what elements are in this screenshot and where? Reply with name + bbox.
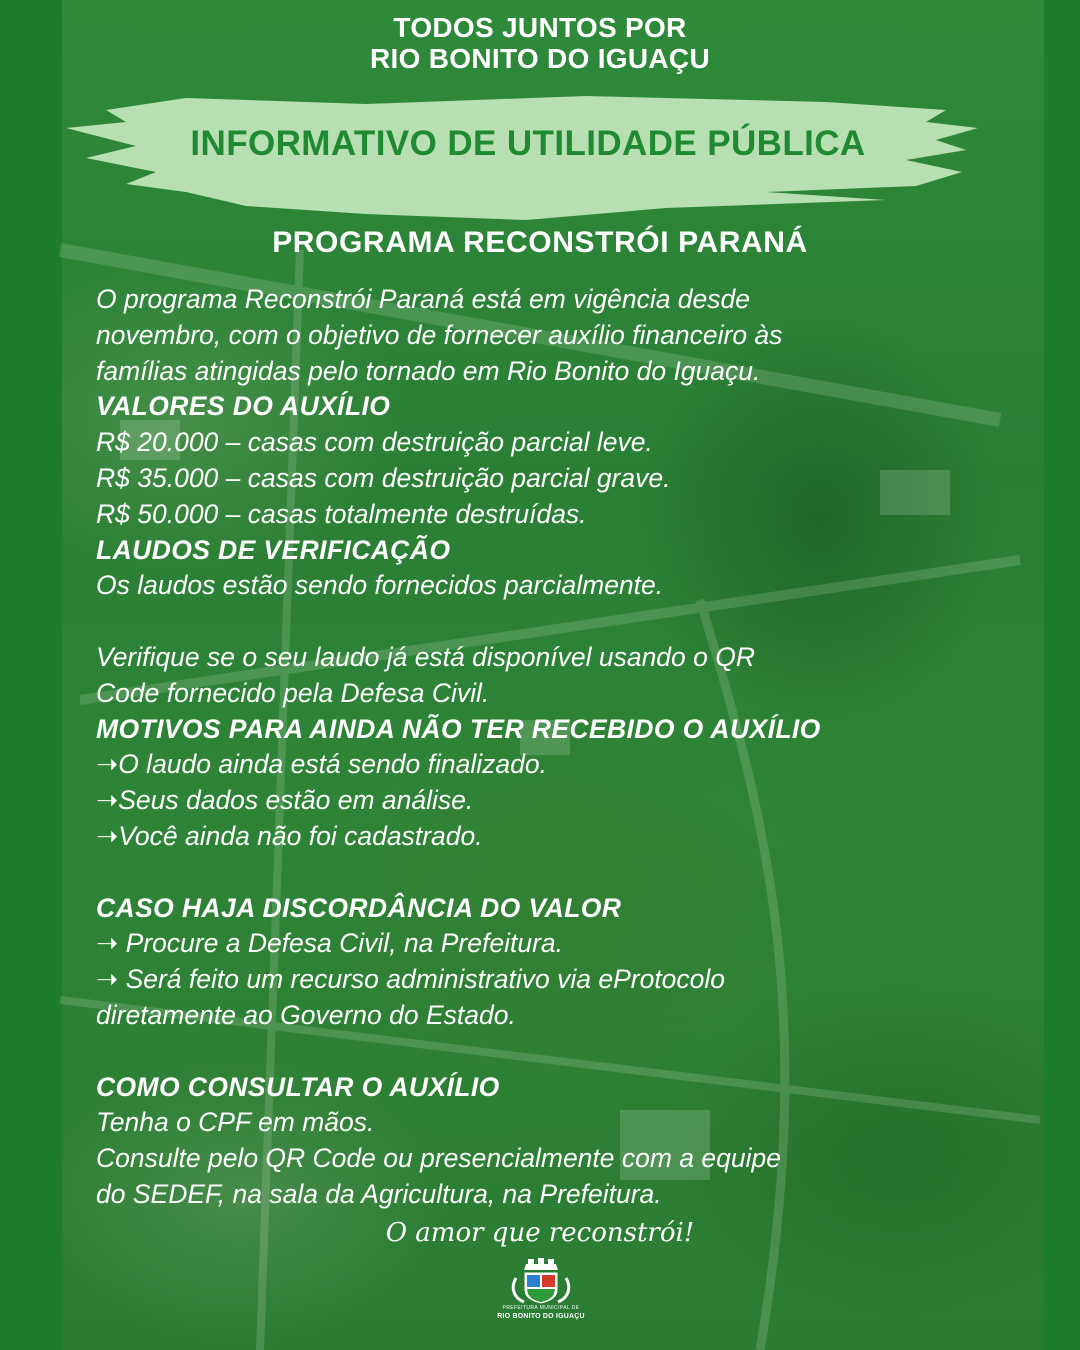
consulta-heading: COMO CONSULTAR O AUXÍLIO — [96, 1071, 500, 1102]
intro-line: O programa Reconstrói Paraná está em vigência desde — [96, 284, 751, 314]
motivo-item: ➝Você ainda não foi cadastrado. — [96, 820, 483, 851]
spacer — [96, 855, 1016, 891]
slogan: O amor que reconstrói! — [385, 1218, 695, 1248]
discordancia-line: ➝ Procure a Defesa Civil, na Prefeitura. — [96, 928, 564, 959]
motivos-heading: MOTIVOS PARA AINDA NÃO TER RECEBIDO O AUXÍLIO — [96, 713, 821, 744]
valores-heading: VALORES DO AUXÍLIO — [96, 391, 391, 422]
laudos-line: Code fornecido pela Defesa Civil. — [96, 677, 490, 708]
intro-line: novembro, com o objetivo de fornecer auxílio financeiro às — [96, 319, 783, 350]
motivo-item: ➝Seus dados estão em análise. — [96, 785, 474, 816]
program-title: PROGRAMA RECONSTRÓI PARANÁ — [272, 226, 808, 259]
body-text — [96, 282, 1016, 1213]
laudos-heading: LAUDOS DE VERIFICAÇÃO — [96, 534, 451, 565]
intro-line: famílias atingidas pelo tornado em Rio Bonito do Iguaçu. — [96, 355, 761, 386]
logo-caption-small: PREFEITURA MUNICIPAL DE — [502, 1305, 580, 1311]
laudos-line: Os laudos estão sendo fornecidos parcialmente. — [96, 570, 664, 601]
discordancia-line: diretamente ao Governo do Estado. — [96, 999, 516, 1030]
banner-text: INFORMATIVO DE UTILIDADE PÚBLICA — [190, 124, 866, 163]
spacer — [96, 1034, 1016, 1070]
coat-of-arms-icon — [496, 1258, 586, 1346]
discordancia-heading: CASO HAJA DISCORDÂNCIA DO VALOR — [96, 892, 622, 923]
consulta-line: Tenha o CPF em mãos. — [96, 1107, 375, 1138]
logo-caption: RIO BONITO DO IGUAÇU — [497, 1313, 585, 1320]
header-line-2: RIO BONITO DO IGUAÇU — [370, 43, 710, 74]
motivo-item: ➝O laudo ainda está sendo finalizado. — [96, 749, 547, 780]
spacer — [96, 604, 1016, 640]
valor-item: R$ 35.000 – casas com destruição parcial grave. — [96, 462, 671, 493]
valor-item: R$ 50.000 – casas totalmente destruídas. — [96, 498, 587, 529]
header-line-1: TODOS JUNTOS POR — [393, 12, 687, 43]
consulta-line: do SEDEF, na sala da Agricultura, na Prefeitura. — [96, 1178, 662, 1209]
header-title — [0, 12, 1080, 74]
laudos-line: Verifique se o seu laudo já está disponível usando o QR — [96, 641, 755, 672]
consulta-line: Consulte pelo QR Code ou presencialmente com a equipe — [96, 1143, 781, 1174]
discordancia-line: ➝ Será feito um recurso administrativo via eProtocolo — [96, 964, 726, 995]
valor-item: R$ 20.000 – casas com destruição parcial leve. — [96, 427, 653, 458]
brush-banner — [66, 88, 990, 228]
